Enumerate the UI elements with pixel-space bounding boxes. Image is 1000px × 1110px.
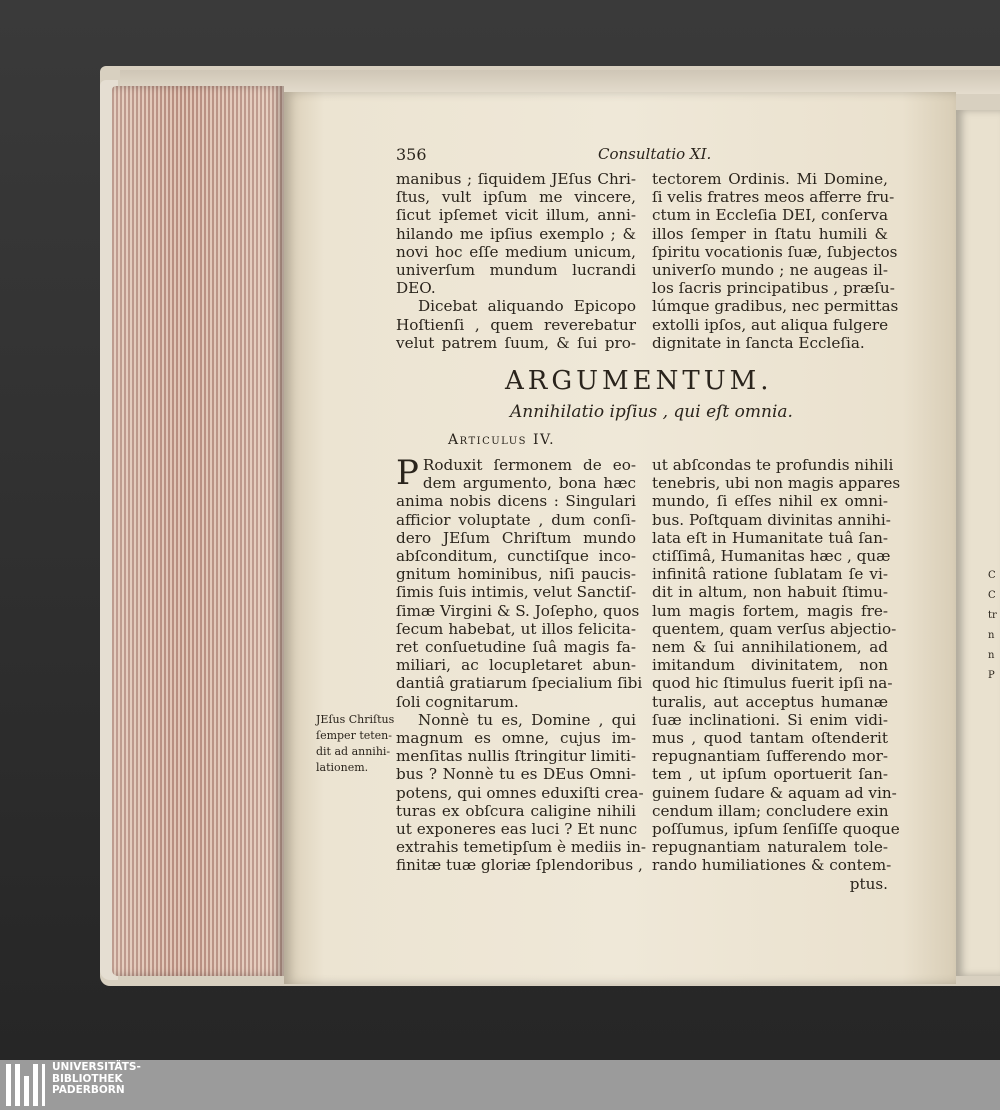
facing-page-fragment (988, 566, 997, 686)
margin-note-line: JEſus Chriſtus (316, 713, 395, 726)
body-left-column (396, 453, 647, 875)
facing-page-letter: n (988, 630, 995, 641)
section-subheading: Annihilatio ipſius , qui eſt omnia. (510, 402, 793, 422)
text-line: hilando me ipſius exemplo ; & (396, 224, 636, 243)
text-line: nem & ſui annihilationem, ad (652, 638, 888, 657)
text-line: dem argumento, bona hæc (422, 474, 636, 493)
library-logo-icon (6, 1064, 46, 1106)
text-line: anima nobis dicens : Singulari (396, 492, 636, 511)
margin-note-line: dit ad annihi- (316, 745, 391, 758)
text-line: turas ex obſcura caligine nihili (396, 801, 636, 820)
margin-note-line: lationem. (316, 761, 369, 774)
text-line: illos ſemper in ſtatu humili & (652, 224, 888, 243)
text-line: dero JEſum Chriſtum mundo (396, 528, 636, 547)
text-line: dignitate in ſancta Eccleſia. (652, 333, 865, 352)
text-line: quod hic ſtimulus fuerit ipſi na- (652, 674, 893, 693)
text-line: univerſo mundo ; ne augeas il- (652, 261, 888, 280)
text-line: abſconditum, cunctiſque inco- (396, 547, 636, 566)
text-line: DEO. (396, 279, 436, 298)
footer-bar (0, 1060, 1000, 1110)
text-line: ut exponeres eas luci ? Et nunc (396, 820, 638, 839)
text-line: ſtus, vult ipſum me vincere, (396, 188, 636, 207)
page-edges (112, 86, 284, 976)
text-line: ſimæ Virgini & S. Joſepho, quos (396, 601, 640, 620)
text-line: tectorem Ordinis. Mi Domine, (652, 170, 888, 188)
top-left-column (396, 170, 636, 352)
text-line: mundo, ſi eſſes nihil ex omni- (652, 492, 888, 511)
text-line: ctiſſimâ, Humanitas hæc , quæ (652, 547, 891, 566)
text-line: velut patrem ſuum, & ſui pro- (396, 333, 636, 352)
text-line: bus ? Nonnè tu es DEus Omni- (396, 765, 636, 784)
text-line: Nonnè tu es, Domine , qui (418, 710, 636, 729)
facing-page (956, 110, 1000, 976)
text-line: afficior voluptate , dum conſi- (396, 510, 636, 529)
article-title: Articulus IV. (448, 432, 556, 448)
text-line: imitandum divinitatem, non (652, 656, 888, 675)
text-line: extrahis temetipſum è mediis in- (396, 838, 647, 857)
text-line: infinitâ ratione ſublatam ſe vi- (652, 565, 888, 584)
text-line: Dicebat aliquando Epicopo (418, 297, 636, 316)
text-line: quentem, quam verſus abjectio- (652, 619, 897, 638)
text-line: repugnantiam naturalem tole- (652, 838, 888, 857)
margin-note-line: ſemper teten- (316, 729, 392, 742)
text-line: dantiâ gratiarum ſpecialium ſibi (396, 674, 643, 693)
logo-line-3: PADERBORN (52, 1084, 125, 1096)
text-line: potens, qui omnes eduxiſti crea- (396, 783, 644, 802)
text-line: ptus. (849, 874, 888, 893)
text-line: ſuæ inclinationi. Si enim vidi- (652, 710, 888, 729)
text-line: ret conſuetudine ſuâ magis fa- (396, 638, 636, 657)
text-line: magnum es omne, cujus im- (396, 729, 636, 748)
running-title: Consultatio XI. (598, 145, 712, 163)
text-line: ſimis ſuis intimis, velut Sanctiſ- (396, 583, 637, 602)
facing-page-letter: tr (988, 610, 997, 621)
facing-page-letter: n (988, 650, 995, 661)
text-line: finitæ tuæ gloriæ ſplendoribus , (396, 856, 643, 875)
text-line: extolli ipſos, aut aliqua fulgere (652, 315, 889, 334)
facing-page-letter: C (988, 570, 996, 581)
text-line: Roduxit ſermonem de eo- (422, 456, 636, 474)
text-line: tem , ut ipſum oportuerit ſan- (652, 765, 888, 784)
text-line: gnitum hominibus, niſi paucis- (396, 565, 636, 584)
text-line: manibus ; ſiquidem JEſus Chri- (396, 170, 636, 188)
text-line: repugnantiam ſufferendo mor- (652, 747, 888, 766)
text-line: ſicut ipſemet vicit illum, anni- (396, 206, 636, 225)
text-line: los ſacris principatibus , præſu- (652, 279, 895, 298)
text-line: novi hoc eſſe medium unicum, (396, 242, 636, 261)
page-number: 356 (396, 145, 427, 164)
body-left-first-lines (396, 453, 636, 493)
text-line: dit in altum, non habuit ſtimu- (652, 583, 888, 602)
facing-page-letter: C (988, 590, 996, 601)
text-line: cendum illam; concludere exin (652, 801, 889, 820)
text-line: lum magis fortem, magis fre- (652, 601, 888, 620)
text-line: ſecum habebat, ut illos felicita- (396, 619, 636, 638)
body-right-column (652, 456, 901, 893)
text-line: guinem ſudare & aquam ad vin- (652, 783, 897, 802)
top-right-column (652, 170, 899, 352)
text-line: tenebris, ubi non magis appares (652, 474, 901, 493)
margin-note (316, 712, 394, 776)
text-line: turalis, aut acceptus humanæ (652, 692, 888, 711)
facing-page-letter: P (988, 670, 995, 681)
text-line: lúmque gradibus, nec permittas (652, 297, 899, 316)
section-heading: ARGUMENTUM. (505, 366, 773, 396)
text-line: poſſumus, ipſum ſenſiſſe quoque (652, 820, 900, 839)
text-line: rando humiliationes & contem- (652, 856, 892, 875)
drop-capital: P (396, 453, 419, 493)
text-line: ctum in Eccleſia DEI, conſerva (652, 206, 888, 225)
text-line: miliari, ac locupletaret abun- (396, 656, 636, 675)
text-line: menſitas nullis ſtringitur limiti- (396, 747, 636, 766)
library-logo-text (52, 1062, 141, 1097)
text-line: lata eſt in Humanitate tuâ ſan- (652, 528, 888, 547)
text-line: ſi velis fratres meos afferre fru- (652, 188, 895, 207)
logo-line-2: BIBLIOTHEK (52, 1072, 123, 1085)
body-left-lines (396, 492, 647, 875)
logo-line-1: UNIVERSITÄTS- (52, 1061, 141, 1073)
text-line: ſpiritu vocationis ſuæ, ſubjectos (652, 242, 898, 261)
text-line: bus. Poſtquam divinitas annihi- (652, 510, 891, 529)
text-line: ſoli cognitarum. (396, 692, 519, 711)
text-line: Hoſtienſi , quem reverebatur (396, 315, 636, 334)
text-line: mus , quod tantam oſtenderit (652, 729, 888, 748)
text-line: univerſum mundum lucrandi (396, 261, 636, 280)
text-line: ut abſcondas te profundis nihili (652, 456, 894, 474)
